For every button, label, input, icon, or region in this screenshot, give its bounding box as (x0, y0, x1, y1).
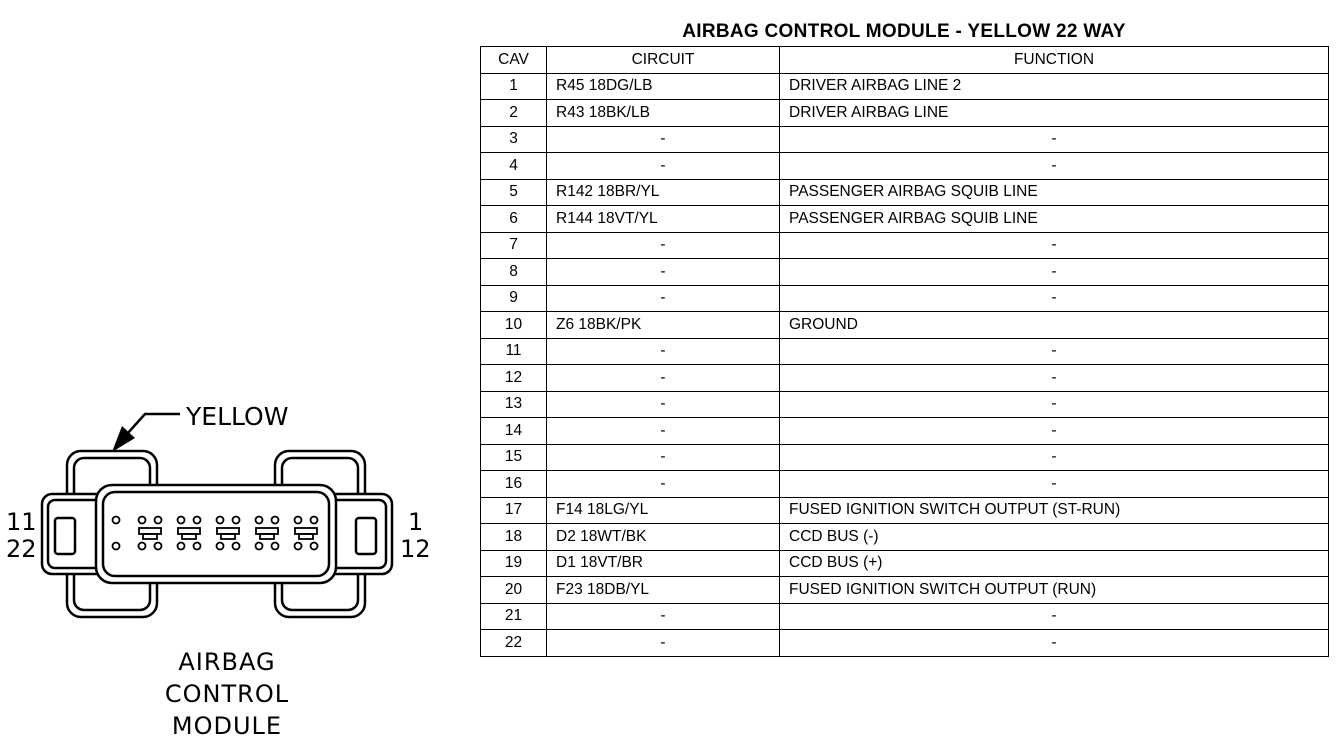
function-cell: - (780, 630, 1329, 657)
cav-cell: 17 (481, 497, 547, 524)
circuit-cell: - (547, 259, 780, 286)
cav-cell: 2 (481, 100, 547, 127)
table-row (481, 497, 1329, 524)
function-cell: - (780, 418, 1329, 445)
table-row (481, 259, 1329, 286)
cav-cell: 15 (481, 444, 547, 471)
function-cell: - (780, 232, 1329, 259)
circuit-cell: - (547, 232, 780, 259)
cav-cell: 11 (481, 338, 547, 365)
circuit-cell: R142 18BR/YL (547, 179, 780, 206)
cav-cell: 1 (481, 73, 547, 100)
cav-cell: 3 (481, 126, 547, 153)
circuit-cell: - (547, 338, 780, 365)
function-cell: - (780, 391, 1329, 418)
function-cell: GROUND (780, 312, 1329, 339)
header-function: FUNCTION (780, 47, 1329, 74)
table-row (481, 232, 1329, 259)
circuit-cell: D1 18VT/BR (547, 550, 780, 577)
function-cell: FUSED IGNITION SWITCH OUTPUT (ST-RUN) (780, 497, 1329, 524)
table-row (481, 338, 1329, 365)
function-cell: PASSENGER AIRBAG SQUIB LINE (780, 206, 1329, 233)
cav-cell: 16 (481, 471, 547, 498)
circuit-cell: - (547, 285, 780, 312)
pin-label-top-left: 11 (6, 508, 37, 536)
circuit-cell: - (547, 630, 780, 657)
cav-cell: 22 (481, 630, 547, 657)
cav-cell: 18 (481, 524, 547, 551)
function-cell: - (780, 259, 1329, 286)
function-cell: - (780, 126, 1329, 153)
function-cell: DRIVER AIRBAG LINE 2 (780, 73, 1329, 100)
pin-label-bottom-left: 22 (6, 535, 37, 563)
cav-cell: 19 (481, 550, 547, 577)
table-row (481, 630, 1329, 657)
table-title: AIRBAG CONTROL MODULE - YELLOW 22 WAY (682, 21, 1126, 42)
cav-cell: 10 (481, 312, 547, 339)
circuit-cell: - (547, 418, 780, 445)
function-cell: CCD BUS (+) (780, 550, 1329, 577)
connector-caption-line-2: CONTROL (164, 680, 290, 708)
table-row (481, 179, 1329, 206)
cav-cell: 20 (481, 577, 547, 604)
yellow-label: YELLOW (186, 402, 289, 431)
circuit-cell: - (547, 365, 780, 392)
cav-cell: 6 (481, 206, 547, 233)
circuit-cell: D2 18WT/BK (547, 524, 780, 551)
circuit-cell: - (547, 153, 780, 180)
function-cell: CCD BUS (-) (780, 524, 1329, 551)
cav-cell: 5 (481, 179, 547, 206)
table-row (481, 126, 1329, 153)
cav-cell: 4 (481, 153, 547, 180)
table-row (481, 285, 1329, 312)
function-cell: - (780, 444, 1329, 471)
pin-label-top-right: 1 (408, 508, 424, 536)
function-cell: DRIVER AIRBAG LINE (780, 100, 1329, 127)
connector-caption-line-1: AIRBAG (178, 648, 276, 676)
circuit-cell: - (547, 444, 780, 471)
table-row (481, 312, 1329, 339)
function-cell: - (780, 285, 1329, 312)
function-cell: FUSED IGNITION SWITCH OUTPUT (RUN) (780, 577, 1329, 604)
circuit-cell: R43 18BK/LB (547, 100, 780, 127)
circuit-cell: - (547, 391, 780, 418)
table-row (481, 603, 1329, 630)
label-leader-line (127, 414, 180, 434)
pin-label-bottom-right: 12 (400, 535, 431, 563)
table-row (481, 391, 1329, 418)
table-row (481, 153, 1329, 180)
table-row (481, 206, 1329, 233)
function-cell: - (780, 153, 1329, 180)
table-header-row (481, 47, 1329, 74)
circuit-cell: - (547, 471, 780, 498)
cav-cell: 12 (481, 365, 547, 392)
function-cell: - (780, 603, 1329, 630)
cav-cell: 8 (481, 259, 547, 286)
table-row (481, 73, 1329, 100)
cav-cell: 21 (481, 603, 547, 630)
circuit-cell: R144 18VT/YL (547, 206, 780, 233)
connector-caption-line-3: MODULE (171, 712, 283, 740)
circuit-cell: - (547, 126, 780, 153)
circuit-cell: - (547, 603, 780, 630)
circuit-cell: F23 18DB/YL (547, 577, 780, 604)
function-cell: - (780, 365, 1329, 392)
table-row (481, 444, 1329, 471)
table-row (481, 100, 1329, 127)
cav-cell: 9 (481, 285, 547, 312)
pinout-table (480, 46, 1329, 657)
function-cell: - (780, 471, 1329, 498)
table-row (481, 471, 1329, 498)
circuit-cell: R45 18DG/LB (547, 73, 780, 100)
cav-cell: 7 (481, 232, 547, 259)
function-cell: PASSENGER AIRBAG SQUIB LINE (780, 179, 1329, 206)
header-circuit: CIRCUIT (547, 47, 780, 74)
table-row (481, 550, 1329, 577)
table-row (481, 577, 1329, 604)
function-cell: - (780, 338, 1329, 365)
cav-cell: 14 (481, 418, 547, 445)
table-row (481, 524, 1329, 551)
header-cav: CAV (481, 47, 547, 74)
cav-cell: 13 (481, 391, 547, 418)
table-row (481, 418, 1329, 445)
circuit-cell: Z6 18BK/PK (547, 312, 780, 339)
table-row (481, 365, 1329, 392)
circuit-cell: F14 18LG/YL (547, 497, 780, 524)
